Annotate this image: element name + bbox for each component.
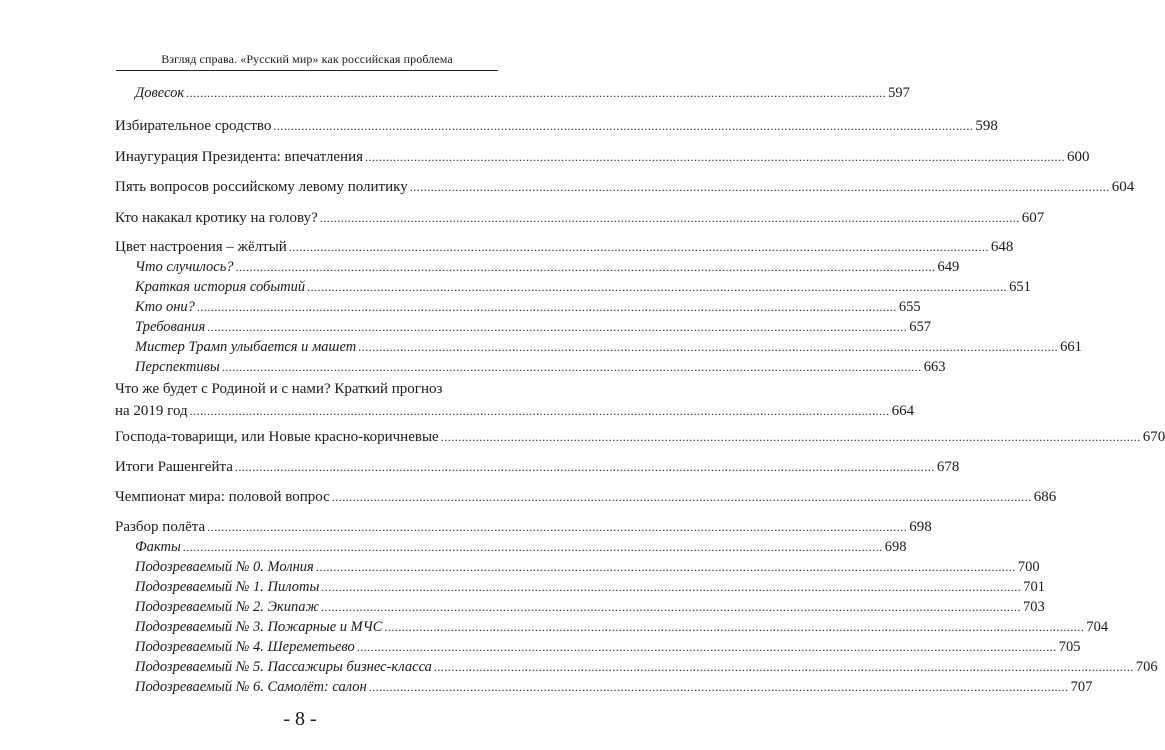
toc-entry-page: 661 — [1060, 339, 1082, 355]
leader-dots: ........................................................................................................................................................................................................ — [196, 300, 897, 314]
toc-entry-inauguration — [115, 146, 1090, 168]
toc-entry-izbiratelnoe — [115, 115, 998, 137]
toc-entry-kto-oni — [135, 296, 921, 318]
leader-dots: ........................................................................................................................................................................................................ — [186, 86, 887, 100]
toc-entry-label: Разбор полёта — [115, 519, 206, 535]
leader-dots: ........................................................................................................................................................................................................ — [331, 490, 1032, 504]
header-rule — [116, 70, 498, 71]
toc-entry-label: Господа-товарищи, или Новые красно-коричневые — [115, 429, 439, 445]
toc-entry-page: 663 — [923, 359, 946, 375]
toc-entry-page: 707 — [1070, 679, 1093, 695]
toc-entry-suspect-0 — [135, 556, 1040, 578]
toc-entry-chto-sluchilos — [135, 256, 960, 278]
toc-entry-razbor — [115, 516, 932, 538]
leader-dots: ........................................................................................................................................................................................................ — [384, 620, 1085, 634]
toc-entry-label: Подозреваемый № 5. Пассажиры бизнес-класса — [135, 659, 432, 675]
toc-entry-page: 670 — [1142, 429, 1165, 445]
toc-entry-page: 607 — [1021, 210, 1045, 226]
toc-entry-page: 664 — [891, 403, 915, 419]
leader-dots: ........................................................................................................................................................................................................ — [368, 680, 1069, 694]
toc-entry-label: Инаугурация Президента: впечатления — [115, 149, 364, 165]
toc-entry-page: 651 — [1009, 279, 1031, 295]
toc-entry-page: 657 — [909, 319, 931, 335]
leader-dots: ........................................................................................................................................................................................................ — [182, 540, 883, 554]
toc-entry-suspect-5 — [135, 656, 1158, 678]
running-header: Взгляд справа. «Русский мир» как российская проблема — [161, 52, 453, 66]
toc-entry-page: 703 — [1023, 599, 1045, 615]
toc-entry-label: Кто накакал кротику на голову? — [115, 210, 318, 226]
leader-dots: ........................................................................................................................................................................................................ — [273, 119, 974, 133]
toc-entry-page: 698 — [884, 539, 907, 555]
leader-dots: ........................................................................................................................................................................................................ — [315, 560, 1016, 574]
toc-entry-gospoda — [115, 426, 1165, 448]
toc-entry-page: 678 — [936, 459, 960, 475]
leader-dots: ........................................................................................................................................................................................................ — [440, 430, 1141, 444]
toc-entry-suspect-3 — [135, 616, 1109, 638]
toc-entry-label-line2: на 2019 год — [115, 403, 188, 419]
toc-entry-label: Пять вопросов российскому левому политику — [115, 179, 408, 195]
toc-entry-page: 705 — [1058, 639, 1081, 655]
toc-entry-perspektivy — [135, 356, 946, 378]
toc-entry-label: Итоги Рашенгейта — [115, 459, 233, 475]
toc-entry-label: Требования — [135, 319, 206, 335]
toc-entry-label: Чемпионат мира: половой вопрос — [115, 489, 330, 505]
toc-entry-suspect-4 — [135, 636, 1081, 658]
toc-entry-label: Подозреваемый № 6. Самолёт: салон — [135, 679, 367, 695]
toc-entry-page: 649 — [937, 259, 960, 275]
leader-dots: ........................................................................................................................................................................................................ — [307, 280, 1008, 294]
toc-entry-prognoz — [115, 378, 915, 422]
toc-entry-label: Что случилось? — [135, 259, 234, 275]
toc-entry-page: 704 — [1086, 619, 1109, 635]
leader-dots: ........................................................................................................................................................................................................ — [221, 360, 922, 374]
leader-dots: ........................................................................................................................................................................................................ — [433, 660, 1134, 674]
toc-entry-page: 598 — [975, 118, 998, 134]
toc-entry-label: Перспективы — [135, 359, 220, 375]
toc-entry-dovesok — [135, 82, 910, 104]
toc-entry-label: Подозреваемый № 3. Пожарные и МЧС — [135, 619, 383, 635]
toc-entry-label: Избирательное сродство — [115, 118, 272, 134]
toc-entry-page: 655 — [898, 299, 921, 315]
leader-dots: ........................................................................................................................................................................................................ — [356, 640, 1057, 654]
toc-entry-page: 600 — [1067, 149, 1090, 165]
leader-dots: ........................................................................................................................................................................................................ — [235, 260, 936, 274]
toc-entry-page: 604 — [1111, 179, 1135, 195]
leader-dots: ........................................................................................................................................................................................................ — [207, 520, 908, 534]
toc-entry-suspect-6 — [135, 676, 1093, 698]
toc-entry-label: Цвет настроения – жёлтый — [115, 239, 287, 255]
toc-entry-tsvet — [115, 236, 1014, 258]
toc-entry-label: Подозреваемый № 1. Пилоты — [135, 579, 320, 595]
toc-entry-label: Факты — [135, 539, 181, 555]
leader-dots: ........................................................................................................................................................................................................ — [321, 580, 1022, 594]
leader-dots: ........................................................................................................................................................................................................ — [288, 240, 989, 254]
toc-entry-krotik — [115, 207, 1045, 229]
toc-entry-label: Подозреваемый № 2. Экипаж — [135, 599, 320, 615]
toc-entry-pyat-voprosov — [115, 176, 1135, 198]
toc-entry-label: Подозреваемый № 0. Молния — [135, 559, 314, 575]
toc-entry-label: Подозреваемый № 4. Шереметьево — [135, 639, 355, 655]
leader-dots: ........................................................................................................................................................................................................ — [358, 340, 1059, 354]
toc-entry-label-line1: Что же будет с Родиной и с нами? Краткий прогноз — [115, 381, 443, 397]
toc-entry-page: 686 — [1033, 489, 1057, 505]
toc-entry-page: 701 — [1023, 579, 1046, 595]
toc-entry-mister-tramp — [135, 336, 1082, 358]
leader-dots: ........................................................................................................................................................................................................ — [321, 600, 1022, 614]
toc-entry-page: 648 — [990, 239, 1014, 255]
leader-dots: ........................................................................................................................................................................................................ — [234, 460, 935, 474]
toc-entry-kratkaya-istoriya — [135, 276, 1031, 298]
toc-entry-fakty — [135, 536, 907, 558]
toc-entry-label: Довесок — [135, 85, 185, 101]
toc-entry-page: 698 — [909, 519, 932, 535]
leader-dots: ........................................................................................................................................................................................................ — [365, 150, 1066, 164]
toc-entry-page: 706 — [1135, 659, 1158, 675]
toc-entry-trebovaniya — [135, 316, 931, 338]
toc-entry-label: Краткая история событий — [135, 279, 306, 295]
page-number: - 8 - — [283, 708, 317, 730]
toc-entry-label: Мистер Трамп улыбается и машет — [135, 339, 357, 355]
leader-dots: ........................................................................................................................................................................................................ — [319, 211, 1020, 225]
toc-entry-suspect-2 — [135, 596, 1045, 618]
toc-entry-suspect-1 — [135, 576, 1046, 598]
toc-entry-page: 597 — [888, 85, 910, 101]
toc-entry-prognoz-line2 — [115, 400, 915, 422]
toc-entry-itogi — [115, 456, 960, 478]
leader-dots: ........................................................................................................................................................................................................ — [207, 320, 908, 334]
leader-dots: ........................................................................................................................................................................................................ — [409, 180, 1110, 194]
leader-dots: ........................................................................................................................................................................................................ — [189, 404, 890, 418]
toc-entry-page: 700 — [1017, 559, 1040, 575]
toc-entry-chempionat — [115, 486, 1057, 508]
toc-entry-label: Кто они? — [135, 299, 195, 315]
